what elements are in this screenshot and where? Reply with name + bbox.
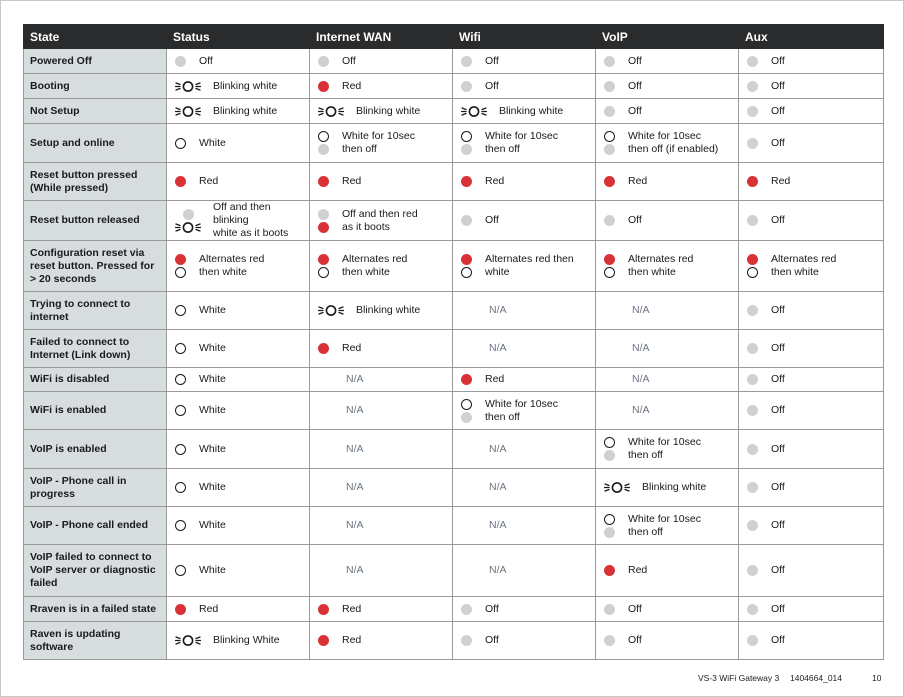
table-row — [24, 292, 884, 330]
led-description: White — [199, 564, 226, 576]
state-label: Reset button released — [24, 201, 167, 241]
cell-voip — [596, 124, 739, 163]
cell-voip — [596, 507, 739, 545]
not-applicable-text: N/A — [489, 342, 507, 354]
led-white-icon — [604, 514, 615, 525]
table-row — [24, 163, 884, 201]
state-label: WiFi is disabled — [24, 368, 167, 392]
led-description: Off — [628, 79, 642, 92]
cell-wifi — [453, 292, 596, 330]
cell-internet-wan — [310, 99, 453, 124]
cell-status — [167, 392, 310, 430]
header-internet-wan: Internet WAN — [310, 25, 453, 49]
led-off-icon — [461, 144, 472, 155]
header-wifi: Wifi — [453, 25, 596, 49]
led-off-icon — [604, 144, 615, 155]
cell-wifi — [453, 545, 596, 597]
led-description: White for 10sec then off — [342, 130, 415, 155]
cell-wifi — [453, 241, 596, 292]
led-red-icon — [175, 604, 186, 615]
cell-status — [167, 430, 310, 469]
cell-aux — [739, 330, 884, 368]
led-red-icon — [747, 254, 758, 265]
state-label: VoIP - Phone call in progress — [24, 469, 167, 507]
led-off-icon — [175, 56, 186, 67]
led-description: Red — [199, 602, 219, 615]
not-applicable-text: N/A — [632, 404, 650, 416]
cell-internet-wan — [310, 241, 453, 292]
led-off-icon — [461, 56, 472, 67]
led-description: Red — [342, 342, 362, 354]
led-blinking-white-icon — [318, 305, 344, 316]
led-description: Blinking white — [213, 104, 278, 117]
led-description: Red — [342, 602, 362, 615]
led-description: Off — [771, 519, 785, 531]
led-off-icon — [318, 144, 329, 155]
led-white-icon — [175, 444, 186, 455]
cell-wifi — [453, 99, 596, 124]
led-red-icon — [604, 254, 615, 265]
state-label: VoIP failed to connect to VoIP server or diagnostic failed — [24, 545, 167, 597]
cell-voip — [596, 469, 739, 507]
led-off-icon — [604, 635, 615, 646]
state-label: Configuration reset via reset button. Pressed for > 20 seconds — [24, 241, 167, 292]
led-off-icon — [461, 412, 472, 423]
cell-aux — [739, 469, 884, 507]
not-applicable-text: N/A — [346, 481, 364, 493]
led-red-icon — [318, 343, 329, 354]
led-description: Off — [485, 634, 499, 646]
led-description: Red — [342, 79, 362, 92]
cell-voip — [596, 392, 739, 430]
cell-aux — [739, 545, 884, 597]
cell-internet-wan — [310, 330, 453, 368]
led-white-icon — [318, 267, 329, 278]
cell-wifi — [453, 597, 596, 622]
led-off-icon — [747, 565, 758, 576]
led-description: Off and then red as it boots — [342, 207, 418, 233]
cell-internet-wan — [310, 163, 453, 201]
led-description: Blinking white — [213, 79, 278, 92]
led-description: Red — [771, 175, 791, 187]
led-white-icon — [461, 399, 472, 410]
cell-voip — [596, 201, 739, 241]
led-blinking-white-icon — [175, 222, 201, 233]
led-description: Alternates red then white — [342, 253, 408, 278]
not-applicable-text: N/A — [632, 373, 650, 385]
led-white-icon — [175, 482, 186, 493]
led-red-icon — [318, 222, 329, 233]
led-off-icon — [461, 635, 472, 646]
cell-internet-wan — [310, 201, 453, 241]
led-red-icon — [175, 254, 186, 265]
table-row — [24, 201, 884, 241]
footer-product: VS-3 WiFi Gateway 3 — [698, 673, 780, 683]
table-row — [24, 597, 884, 622]
header-state: State — [24, 25, 167, 49]
not-applicable-text: N/A — [632, 342, 650, 354]
state-label: Rraven is in a failed state — [24, 597, 167, 622]
cell-wifi — [453, 507, 596, 545]
led-description: Red — [342, 175, 362, 187]
cell-wifi — [453, 622, 596, 660]
led-description: Off — [485, 214, 499, 226]
header-aux: Aux — [739, 25, 884, 49]
state-label: WiFi is enabled — [24, 392, 167, 430]
led-off-icon — [747, 444, 758, 455]
led-description: Alternates red then white — [199, 253, 265, 278]
not-applicable-text: N/A — [489, 519, 507, 531]
led-blinking-white-icon — [175, 81, 201, 92]
led-red-icon — [461, 254, 472, 265]
led-off-icon — [747, 106, 758, 117]
cell-aux — [739, 292, 884, 330]
table-header-row — [24, 25, 884, 49]
led-blinking-white-icon — [318, 106, 344, 117]
cell-aux — [739, 597, 884, 622]
led-white-icon — [461, 267, 472, 278]
cell-aux — [739, 368, 884, 392]
led-description: White — [199, 136, 226, 149]
cell-wifi — [453, 469, 596, 507]
led-off-icon — [747, 343, 758, 354]
led-off-icon — [747, 405, 758, 416]
table-row — [24, 74, 884, 99]
state-label: Raven is updating software — [24, 622, 167, 660]
led-status-table — [23, 24, 884, 660]
led-blinking-white-icon — [461, 106, 487, 117]
table-row — [24, 545, 884, 597]
cell-aux — [739, 124, 884, 163]
led-off-icon — [461, 215, 472, 226]
led-blinking-white-icon — [604, 482, 630, 493]
cell-internet-wan — [310, 392, 453, 430]
cell-wifi — [453, 430, 596, 469]
led-description: Off — [771, 442, 785, 455]
led-white-icon — [604, 437, 615, 448]
footer-doc-number: 1404664_014 — [790, 673, 843, 683]
led-description: Blinking white — [356, 304, 421, 316]
cell-internet-wan — [310, 507, 453, 545]
led-red-icon — [318, 254, 329, 265]
cell-internet-wan — [310, 622, 453, 660]
footer-page-number: 10 — [872, 673, 882, 683]
led-white-icon — [175, 138, 186, 149]
led-description: White for 10sec then off — [485, 130, 558, 155]
led-red-icon — [175, 176, 186, 187]
led-description: Off — [628, 54, 642, 67]
cell-status — [167, 74, 310, 99]
led-description: Off — [771, 564, 785, 576]
led-white-icon — [175, 305, 186, 316]
cell-aux — [739, 430, 884, 469]
cell-aux — [739, 241, 884, 292]
cell-voip — [596, 622, 739, 660]
not-applicable-text: N/A — [346, 404, 364, 416]
led-red-icon — [604, 565, 615, 576]
cell-wifi — [453, 74, 596, 99]
cell-internet-wan — [310, 292, 453, 330]
cell-voip — [596, 430, 739, 469]
table-row — [24, 430, 884, 469]
not-applicable-text: N/A — [346, 442, 364, 455]
led-off-icon — [747, 305, 758, 316]
led-off-icon — [747, 81, 758, 92]
led-white-icon — [604, 267, 615, 278]
led-description: Off — [485, 79, 499, 92]
table-row — [24, 368, 884, 392]
cell-wifi — [453, 330, 596, 368]
led-description: Off — [485, 54, 499, 67]
led-red-icon — [318, 635, 329, 646]
cell-aux — [739, 163, 884, 201]
cell-voip — [596, 368, 739, 392]
led-description: Red — [628, 175, 648, 187]
led-white-icon — [175, 374, 186, 385]
cell-status — [167, 622, 310, 660]
not-applicable-text: N/A — [346, 519, 364, 531]
led-description: White — [199, 481, 226, 493]
cell-internet-wan — [310, 597, 453, 622]
state-label: Setup and online — [24, 124, 167, 163]
cell-aux — [739, 49, 884, 74]
led-off-icon — [461, 604, 472, 615]
table-row — [24, 330, 884, 368]
led-white-icon — [175, 520, 186, 531]
cell-internet-wan — [310, 368, 453, 392]
not-applicable-text: N/A — [346, 564, 364, 576]
table-row — [24, 49, 884, 74]
led-red-icon — [318, 604, 329, 615]
cell-status — [167, 99, 310, 124]
cell-wifi — [453, 49, 596, 74]
led-off-icon — [461, 81, 472, 92]
cell-status — [167, 124, 310, 163]
cell-status — [167, 597, 310, 622]
led-description: Off — [771, 214, 785, 226]
cell-internet-wan — [310, 74, 453, 99]
led-description: Off — [771, 404, 785, 416]
led-description: Alternates red then white — [485, 253, 574, 278]
cell-voip — [596, 241, 739, 292]
cell-voip — [596, 330, 739, 368]
table-row — [24, 469, 884, 507]
cell-status — [167, 241, 310, 292]
led-description: White — [199, 519, 226, 531]
cell-wifi — [453, 201, 596, 241]
cell-voip — [596, 99, 739, 124]
led-off-icon — [747, 520, 758, 531]
led-white-icon — [461, 131, 472, 142]
led-description: Off — [771, 373, 785, 385]
led-off-icon — [747, 138, 758, 149]
state-label: Not Setup — [24, 99, 167, 124]
led-description: Alternates red then white — [628, 253, 694, 278]
table-row — [24, 392, 884, 430]
led-description: Alternates red then white — [771, 253, 837, 278]
table-row — [24, 507, 884, 545]
table-row — [24, 241, 884, 292]
led-white-icon — [175, 267, 186, 278]
cell-aux — [739, 74, 884, 99]
led-description: Off — [628, 634, 642, 646]
cell-voip — [596, 597, 739, 622]
cell-internet-wan — [310, 430, 453, 469]
state-label: Booting — [24, 74, 167, 99]
table-body — [24, 49, 884, 660]
led-description: White — [199, 404, 226, 416]
state-label: VoIP - Phone call ended — [24, 507, 167, 545]
led-description: White for 10sec then off — [485, 397, 558, 423]
not-applicable-text: N/A — [489, 564, 507, 576]
state-label: Reset button pressed (While pressed) — [24, 163, 167, 201]
led-red-icon — [318, 176, 329, 187]
cell-aux — [739, 392, 884, 430]
led-description: White — [199, 304, 226, 316]
led-off-icon — [747, 374, 758, 385]
not-applicable-text: N/A — [489, 442, 507, 455]
state-label: VoIP is enabled — [24, 430, 167, 469]
not-applicable-text: N/A — [632, 304, 650, 316]
led-description: White — [199, 442, 226, 455]
led-off-icon — [747, 604, 758, 615]
led-description: Off — [771, 136, 785, 149]
cell-internet-wan — [310, 545, 453, 597]
led-description: Red — [628, 564, 648, 576]
cell-wifi — [453, 392, 596, 430]
led-description: Off — [771, 104, 785, 117]
cell-status — [167, 292, 310, 330]
led-white-icon — [747, 267, 758, 278]
led-off-icon — [604, 56, 615, 67]
cell-internet-wan — [310, 469, 453, 507]
led-description: Off — [771, 79, 785, 92]
led-description: Off — [199, 54, 213, 67]
led-off-icon — [604, 604, 615, 615]
cell-status — [167, 330, 310, 368]
cell-status — [167, 201, 310, 241]
table-row — [24, 124, 884, 163]
led-off-icon — [747, 635, 758, 646]
led-description: Red — [342, 634, 362, 646]
state-label: Trying to connect to internet — [24, 292, 167, 330]
cell-voip — [596, 74, 739, 99]
led-off-icon — [604, 215, 615, 226]
led-red-icon — [461, 176, 472, 187]
led-description: Off — [771, 304, 785, 316]
cell-status — [167, 368, 310, 392]
led-white-icon — [604, 131, 615, 142]
led-description: Off — [628, 602, 642, 615]
header-status: Status — [167, 25, 310, 49]
table-row — [24, 622, 884, 660]
led-off-icon — [183, 209, 194, 220]
led-white-icon — [318, 131, 329, 142]
led-off-icon — [747, 56, 758, 67]
cell-aux — [739, 99, 884, 124]
led-description: Red — [199, 175, 219, 187]
led-red-icon — [604, 176, 615, 187]
cell-status — [167, 469, 310, 507]
cell-voip — [596, 163, 739, 201]
led-off-icon — [747, 215, 758, 226]
led-red-icon — [747, 176, 758, 187]
cell-aux — [739, 507, 884, 545]
not-applicable-text: N/A — [346, 373, 364, 385]
cell-voip — [596, 49, 739, 74]
led-description: White for 10sec then off (if enabled) — [628, 130, 719, 155]
led-description: Blinking white — [499, 104, 564, 117]
led-off-icon — [318, 56, 329, 67]
led-description: White — [199, 342, 226, 354]
cell-status — [167, 545, 310, 597]
led-description: Off — [771, 342, 785, 354]
led-description: Off and then blinking white as it boots — [213, 201, 289, 239]
led-description: Off — [342, 54, 356, 67]
cell-wifi — [453, 163, 596, 201]
led-description: Off — [485, 602, 499, 615]
led-description: Off — [771, 481, 785, 493]
led-white-icon — [175, 405, 186, 416]
not-applicable-text: N/A — [489, 304, 507, 316]
led-off-icon — [604, 527, 615, 538]
led-off-icon — [604, 106, 615, 117]
led-description: Blinking white — [356, 104, 421, 117]
led-description: Blinking white — [642, 481, 707, 493]
cell-wifi — [453, 368, 596, 392]
led-white-icon — [175, 343, 186, 354]
cell-wifi — [453, 124, 596, 163]
led-description: Off — [628, 104, 642, 117]
led-blinking-white-icon — [175, 106, 201, 117]
led-red-icon — [461, 374, 472, 385]
led-description: Red — [485, 175, 505, 187]
cell-status — [167, 163, 310, 201]
table-row — [24, 99, 884, 124]
led-description: Blinking White — [213, 634, 280, 646]
led-description: Off — [771, 54, 785, 67]
led-off-icon — [604, 450, 615, 461]
cell-voip — [596, 545, 739, 597]
cell-status — [167, 49, 310, 74]
led-off-icon — [604, 81, 615, 92]
led-white-icon — [175, 565, 186, 576]
header-voip: VoIP — [596, 25, 739, 49]
cell-aux — [739, 622, 884, 660]
led-off-icon — [747, 482, 758, 493]
state-label: Failed to connect to Internet (Link down) — [24, 330, 167, 368]
led-description: White for 10sec then off — [628, 512, 701, 538]
cell-internet-wan — [310, 124, 453, 163]
state-label: Powered Off — [24, 49, 167, 74]
led-red-icon — [318, 81, 329, 92]
led-off-icon — [318, 209, 329, 220]
led-description: Off — [628, 214, 642, 226]
led-description: White — [199, 373, 226, 385]
cell-aux — [739, 201, 884, 241]
led-description: Red — [485, 373, 505, 385]
led-description: White for 10sec then off — [628, 436, 701, 461]
cell-internet-wan — [310, 49, 453, 74]
led-description: Off — [771, 634, 785, 646]
cell-voip — [596, 292, 739, 330]
led-blinking-white-icon — [175, 635, 201, 646]
led-description: Off — [771, 602, 785, 615]
not-applicable-text: N/A — [489, 481, 507, 493]
cell-status — [167, 507, 310, 545]
